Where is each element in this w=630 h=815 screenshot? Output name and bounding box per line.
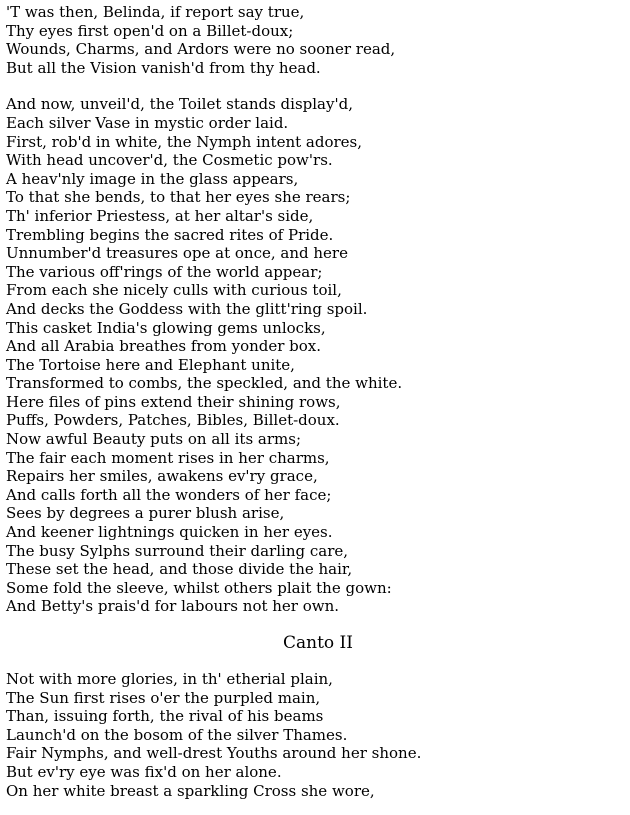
poem-line: Launch'd on the bosom of the silver Thames. (6, 725, 348, 744)
stanza-break (6, 654, 624, 670)
stanza-break (6, 77, 624, 95)
stanza-break (6, 616, 624, 632)
poem-line: And all Arabia breathes from yonder box. (6, 337, 322, 356)
poem-line: The Tortoise here and Elephant unite, (6, 355, 295, 374)
poem-line: First, rob'd in white, the Nymph intent adores, (6, 132, 362, 151)
poem-line: This casket India's glowing gems unlocks, (6, 318, 326, 337)
poem-line: Repairs her smiles, awakens ev'ry grace, (6, 467, 318, 486)
poem-line: The busy Sylphs surround their darling care, (6, 541, 349, 560)
poem-line: Thy eyes first open'd on a Billet-doux; (6, 21, 294, 40)
poem-line: But ev'ry eye was fix'd on her alone. (6, 762, 282, 781)
poem-line: And decks the Goddess with the glitt'ring spoil. (6, 299, 368, 318)
stanza-3 (6, 670, 624, 800)
poem-line: From each she nicely culls with curious toil, (6, 281, 342, 300)
poem-line: Sees by degrees a purer blush arise, (6, 504, 285, 523)
poem-line: These set the head, and those divide the hair, (6, 560, 353, 579)
poem-line: Each silver Vase in mystic order laid. (6, 113, 289, 132)
poem-line: The various off'rings of the world appear; (6, 262, 323, 281)
poem-line: A heav'nly image in the glass appears, (6, 169, 299, 188)
poem-line: Unnumber'd treasures ope at once, and here (6, 244, 348, 263)
poem-line: Fair Nymphs, and well-drest Youths around her shone. (6, 744, 422, 763)
poem-page (6, 3, 624, 800)
poem-line: Than, issuing forth, the rival of his beams (6, 707, 324, 726)
canto-heading: Canto II (283, 633, 353, 653)
poem-line: Here files of pins extend their shining rows, (6, 392, 341, 411)
poem-line: Transformed to combs, the speckled, and the white. (6, 374, 403, 393)
poem-line: Th' inferior Priestess, at her altar's side, (6, 206, 314, 225)
poem-line: To that she bends, to that her eyes she rears; (6, 188, 351, 207)
poem-line: Some fold the sleeve, whilst others plait the gown: (6, 578, 392, 597)
stanza-2 (6, 95, 624, 616)
poem-line: And calls forth all the wonders of her face; (6, 485, 332, 504)
poem-line: Now awful Beauty puts on all its arms; (6, 430, 301, 449)
poem-line: The fair each moment rises in her charms, (6, 448, 330, 467)
poem-line: 'T was then, Belinda, if report say true, (6, 3, 305, 21)
stanza-1 (6, 3, 624, 77)
poem-line: With head uncover'd, the Cosmetic pow'rs. (6, 151, 333, 170)
poem-line: Trembling begins the sacred rites of Pride. (6, 225, 334, 244)
poem-line: Not with more glories, in th' etherial plain, (6, 670, 333, 688)
poem-line: And now, unveil'd, the Toilet stands display'd, (6, 95, 353, 114)
poem-line: And keener lightnings quicken in her eyes. (6, 523, 333, 542)
poem-line: But all the Vision vanish'd from thy head. (6, 58, 321, 77)
poem-line: The Sun first rises o'er the purpled main, (6, 688, 321, 707)
poem-line: On her white breast a sparkling Cross she wore, (6, 781, 375, 800)
poem-line: Wounds, Charms, and Ardors were no sooner read, (6, 40, 396, 59)
poem-line: Puffs, Powders, Patches, Bibles, Billet-doux. (6, 411, 340, 430)
poem-line: And Betty's prais'd for labours not her own. (6, 597, 340, 616)
